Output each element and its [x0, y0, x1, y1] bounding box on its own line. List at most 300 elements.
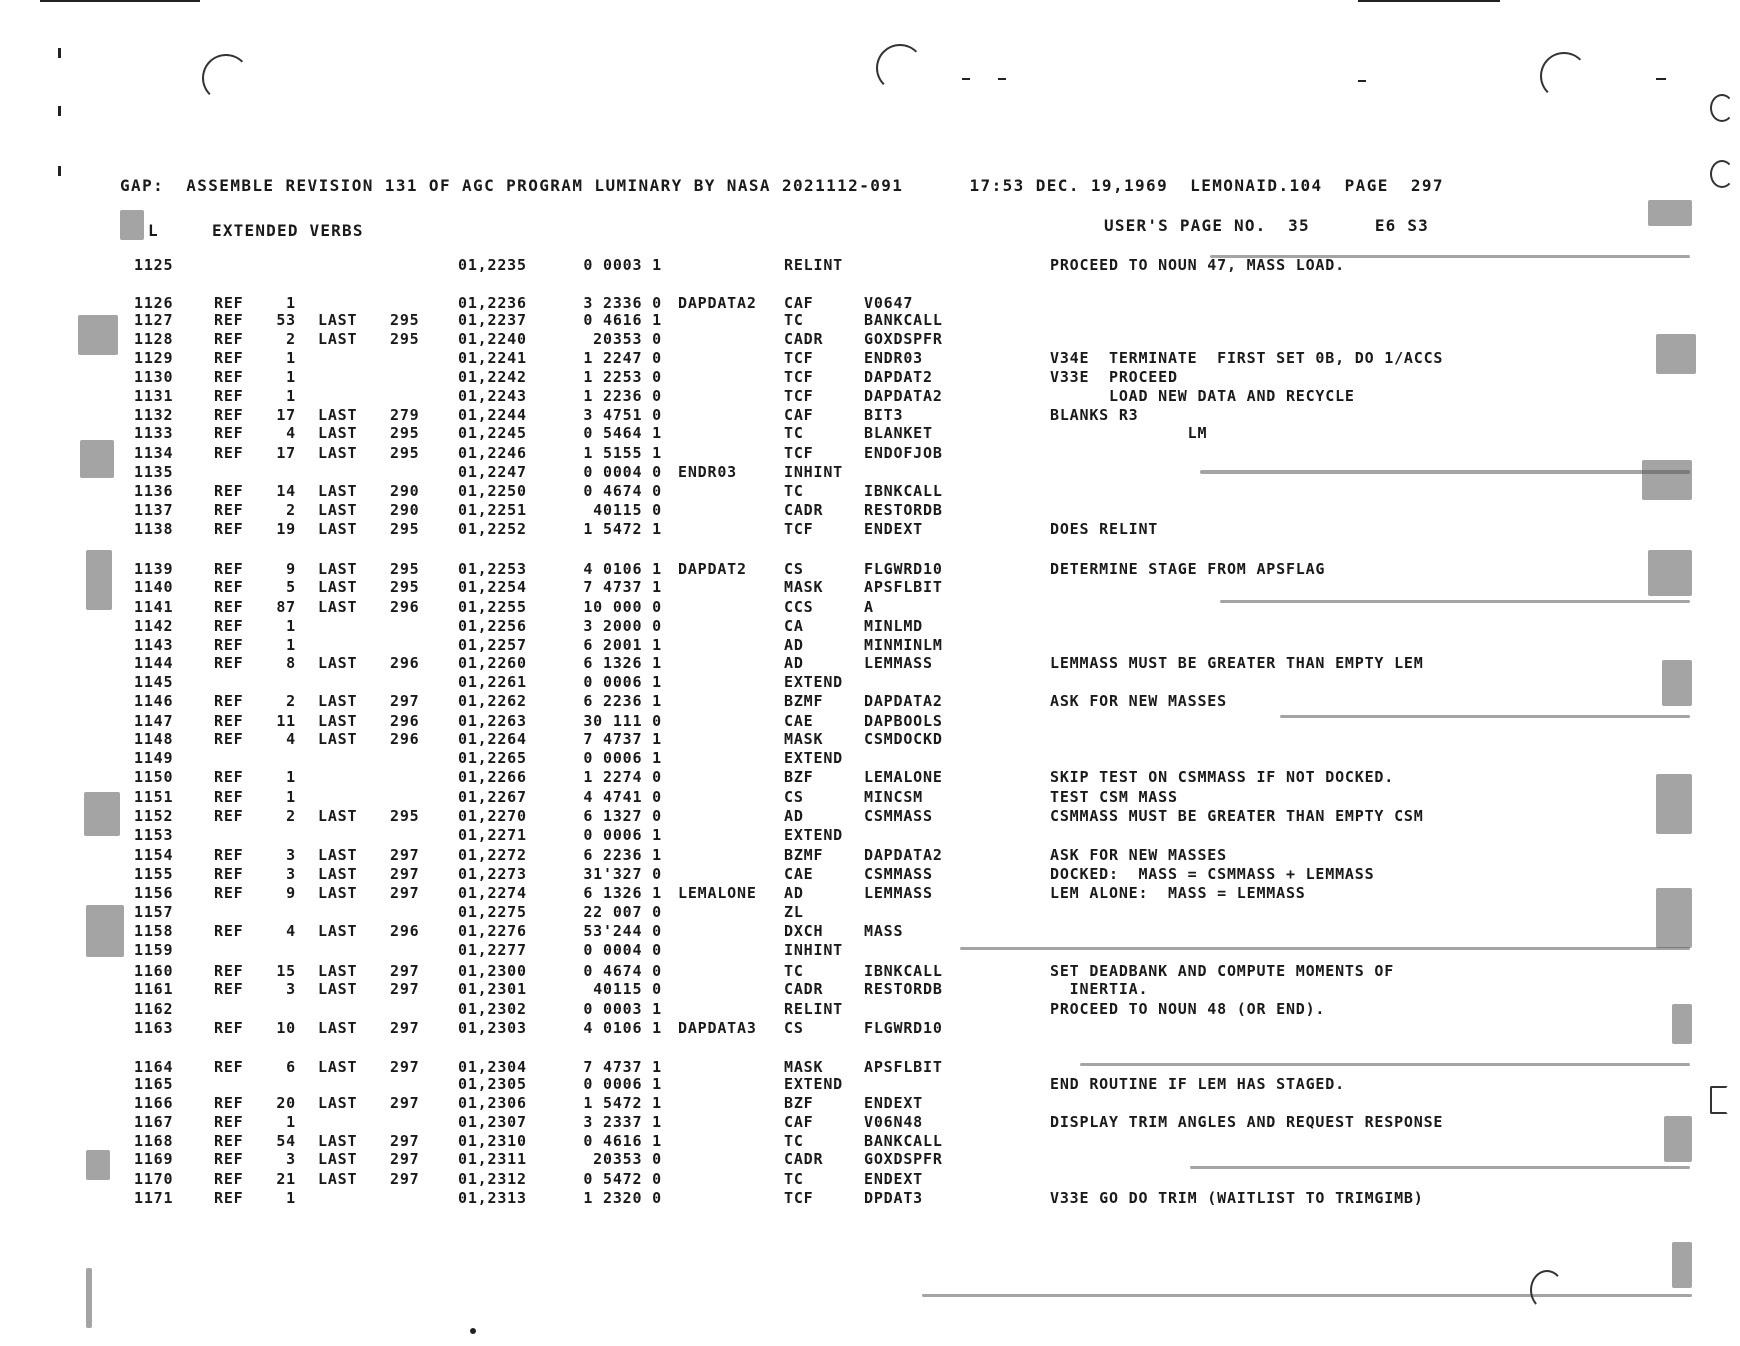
line-number: 1169 — [134, 1150, 174, 1168]
last-page: 297 — [390, 692, 420, 710]
listing-row — [0, 673, 1740, 692]
line-number: 1136 — [134, 482, 174, 500]
opcode: TC — [784, 1132, 804, 1150]
comment: V34E TERMINATE FIRST SET 0B, DO 1/ACCS — [1050, 349, 1444, 367]
last-flag: LAST — [318, 598, 358, 616]
listing-row — [0, 865, 1740, 884]
listing-row — [0, 311, 1740, 330]
opcode: EXTEND — [784, 673, 843, 691]
ref-flag: REF — [214, 294, 244, 312]
address: 01,2272 — [458, 846, 527, 864]
listing-row — [0, 1170, 1740, 1189]
listing-row — [0, 768, 1740, 787]
line-number: 1163 — [134, 1019, 174, 1037]
comment: ASK FOR NEW MASSES — [1050, 846, 1227, 864]
ref-count: 3 — [286, 865, 296, 883]
octal-word: 4 0106 1 — [583, 560, 662, 578]
comment: INERTIA. — [1050, 980, 1149, 998]
line-number: 1147 — [134, 712, 174, 730]
ref-flag: REF — [214, 846, 244, 864]
ref-count: 21 — [276, 1170, 296, 1188]
operand: APSFLBIT — [864, 578, 943, 596]
listing-row — [0, 482, 1740, 501]
ref-flag: REF — [214, 501, 244, 519]
comment: ASK FOR NEW MASSES — [1050, 692, 1227, 710]
comment: SET DEADBANK AND COMPUTE MOMENTS OF — [1050, 962, 1395, 980]
octal-word: 53'244 0 — [583, 922, 662, 940]
ref-count: 1 — [286, 636, 296, 654]
ref-count: 10 — [276, 1019, 296, 1037]
last-flag: LAST — [318, 311, 358, 329]
octal-word: 0 5464 1 — [583, 424, 662, 442]
ref-count: 9 — [286, 884, 296, 902]
ref-flag: REF — [214, 578, 244, 596]
opcode: CS — [784, 788, 804, 806]
operand: DAPDAT2 — [864, 368, 933, 386]
opcode: RELINT — [784, 1000, 843, 1018]
last-page: 295 — [390, 578, 420, 596]
ref-flag: REF — [214, 1132, 244, 1150]
operand: DAPDATA2 — [864, 387, 943, 405]
octal-word: 6 2001 1 — [583, 636, 662, 654]
last-page: 297 — [390, 884, 420, 902]
address: 01,2235 — [458, 256, 527, 274]
octal-word: 40115 0 — [593, 980, 662, 998]
address: 01,2253 — [458, 560, 527, 578]
opcode: CADR — [784, 501, 824, 519]
octal-word: 40115 0 — [593, 501, 662, 519]
last-page: 297 — [390, 1132, 420, 1150]
ref-flag: REF — [214, 1094, 244, 1112]
listing-row — [0, 330, 1740, 349]
last-page: 296 — [390, 712, 420, 730]
last-page: 297 — [390, 865, 420, 883]
last-page: 297 — [390, 1058, 420, 1076]
opcode: TCF — [784, 368, 814, 386]
ref-count: 14 — [276, 482, 296, 500]
line-number: 1165 — [134, 1075, 174, 1093]
listing-row — [0, 463, 1740, 482]
comment: DISPLAY TRIM ANGLES AND REQUEST RESPONSE — [1050, 1113, 1444, 1131]
opcode: CADR — [784, 980, 824, 998]
opcode: CAE — [784, 712, 814, 730]
address: 01,2310 — [458, 1132, 527, 1150]
last-page: 290 — [390, 501, 420, 519]
last-page: 297 — [390, 846, 420, 864]
line-number: 1129 — [134, 349, 174, 367]
comment: DETERMINE STAGE FROM APSFLAG — [1050, 560, 1326, 578]
operand: APSFLBIT — [864, 1058, 943, 1076]
octal-word: 0 0006 1 — [583, 1075, 662, 1093]
operand: IBNKCALL — [864, 482, 943, 500]
line-number: 1159 — [134, 941, 174, 959]
octal-word: 6 2236 1 — [583, 692, 662, 710]
last-page: 295 — [390, 311, 420, 329]
symbol-label: LEMALONE — [678, 884, 757, 902]
ref-count: 1 — [286, 387, 296, 405]
opcode: MASK — [784, 730, 824, 748]
operand: FLGWRD10 — [864, 1019, 943, 1037]
listing-row — [0, 922, 1740, 941]
octal-word: 0 0003 1 — [583, 1000, 662, 1018]
ref-flag: REF — [214, 807, 244, 825]
comment: BLANKS R3 — [1050, 406, 1139, 424]
address: 01,2270 — [458, 807, 527, 825]
ref-count: 1 — [286, 294, 296, 312]
opcode: CAF — [784, 1113, 814, 1131]
last-flag: LAST — [318, 1019, 358, 1037]
ref-count: 1 — [286, 1189, 296, 1207]
ref-count: 1 — [286, 617, 296, 635]
octal-word: 1 2274 0 — [583, 768, 662, 786]
opcode: CAF — [784, 406, 814, 424]
octal-word: 0 4616 1 — [583, 1132, 662, 1150]
address: 01,2273 — [458, 865, 527, 883]
last-flag: LAST — [318, 1132, 358, 1150]
opcode: TCF — [784, 349, 814, 367]
last-page: 295 — [390, 807, 420, 825]
octal-word: 0 5472 0 — [583, 1170, 662, 1188]
ref-flag: REF — [214, 692, 244, 710]
address: 01,2263 — [458, 712, 527, 730]
address: 01,2244 — [458, 406, 527, 424]
opcode: CS — [784, 1019, 804, 1037]
ref-count: 1 — [286, 768, 296, 786]
ref-flag: REF — [214, 387, 244, 405]
ref-flag: REF — [214, 1113, 244, 1131]
last-flag: LAST — [318, 330, 358, 348]
last-flag: LAST — [318, 807, 358, 825]
last-page: 297 — [390, 1170, 420, 1188]
ref-flag: REF — [214, 520, 244, 538]
octal-word: 22 007 0 — [583, 903, 662, 921]
section-title: EXTENDED VERBS — [212, 221, 364, 240]
last-flag: LAST — [318, 482, 358, 500]
operand: ENDEXT — [864, 1170, 923, 1188]
ref-flag: REF — [214, 884, 244, 902]
address: 01,2303 — [458, 1019, 527, 1037]
opcode: EXTEND — [784, 826, 843, 844]
line-number: 1144 — [134, 654, 174, 672]
last-page: 296 — [390, 598, 420, 616]
address: 01,2255 — [458, 598, 527, 616]
line-number: 1154 — [134, 846, 174, 864]
address: 01,2236 — [458, 294, 527, 312]
octal-word: 6 1326 1 — [583, 884, 662, 902]
address: 01,2241 — [458, 349, 527, 367]
line-number: 1166 — [134, 1094, 174, 1112]
last-page: 295 — [390, 330, 420, 348]
octal-word: 1 5155 1 — [583, 444, 662, 462]
octal-word: 31'327 0 — [583, 865, 662, 883]
listing-row — [0, 349, 1740, 368]
ref-count: 4 — [286, 730, 296, 748]
listing-row — [0, 730, 1740, 749]
line-number: 1156 — [134, 884, 174, 902]
comment: SKIP TEST ON CSMMASS IF NOT DOCKED. — [1050, 768, 1395, 786]
opcode: TC — [784, 311, 804, 329]
opcode: CADR — [784, 1150, 824, 1168]
opcode: CCS — [784, 598, 814, 616]
opcode: MASK — [784, 578, 824, 596]
octal-word: 0 0004 0 — [583, 463, 662, 481]
operand: LEMALONE — [864, 768, 943, 786]
ref-count: 3 — [286, 1150, 296, 1168]
line-number: 1145 — [134, 673, 174, 691]
octal-word: 0 4674 0 — [583, 482, 662, 500]
operand: IBNKCALL — [864, 962, 943, 980]
line-number: 1155 — [134, 865, 174, 883]
comment: TEST CSM MASS — [1050, 788, 1178, 806]
address: 01,2247 — [458, 463, 527, 481]
ref-flag: REF — [214, 311, 244, 329]
line-number: 1153 — [134, 826, 174, 844]
last-page: 295 — [390, 424, 420, 442]
last-flag: LAST — [318, 578, 358, 596]
symbol-label: DAPDAT2 — [678, 560, 747, 578]
opcode: TC — [784, 962, 804, 980]
comment: DOCKED: MASS = CSMMASS + LEMMASS — [1050, 865, 1375, 883]
comment: PROCEED TO NOUN 47, MASS LOAD. — [1050, 256, 1345, 274]
line-number: 1164 — [134, 1058, 174, 1076]
line-number: 1133 — [134, 424, 174, 442]
opcode: MASK — [784, 1058, 824, 1076]
octal-word: 7 4737 1 — [583, 578, 662, 596]
listing-row — [0, 980, 1740, 999]
operand: BANKCALL — [864, 311, 943, 329]
address: 01,2304 — [458, 1058, 527, 1076]
line-number: 1131 — [134, 387, 174, 405]
opcode: AD — [784, 884, 804, 902]
opcode: TC — [784, 1170, 804, 1188]
ref-flag: REF — [214, 1150, 244, 1168]
ref-count: 2 — [286, 501, 296, 519]
line-number: 1149 — [134, 749, 174, 767]
operand: ENDEXT — [864, 1094, 923, 1112]
octal-word: 20353 0 — [593, 1150, 662, 1168]
opcode: AD — [784, 654, 804, 672]
ref-count: 2 — [286, 330, 296, 348]
listing-row — [0, 884, 1740, 903]
line-number: 1135 — [134, 463, 174, 481]
ref-flag: REF — [214, 1170, 244, 1188]
opcode: EXTEND — [784, 749, 843, 767]
ref-count: 1 — [286, 788, 296, 806]
octal-word: 6 1326 1 — [583, 654, 662, 672]
comment: LEMMASS MUST BE GREATER THAN EMPTY LEM — [1050, 654, 1424, 672]
listing-row — [0, 1132, 1740, 1151]
opcode: CADR — [784, 330, 824, 348]
last-page: 296 — [390, 654, 420, 672]
ref-flag: REF — [214, 424, 244, 442]
listing-row — [0, 712, 1740, 731]
address: 01,2250 — [458, 482, 527, 500]
operand: MINCSM — [864, 788, 923, 806]
line-number: 1146 — [134, 692, 174, 710]
operand: MINMINLM — [864, 636, 943, 654]
ref-flag: REF — [214, 730, 244, 748]
line-number: 1162 — [134, 1000, 174, 1018]
ref-count: 17 — [276, 444, 296, 462]
opcode: INHINT — [784, 463, 843, 481]
listing-row — [0, 1094, 1740, 1113]
last-flag: LAST — [318, 406, 358, 424]
ref-flag: REF — [214, 444, 244, 462]
address: 01,2245 — [458, 424, 527, 442]
operand: MINLMD — [864, 617, 923, 635]
listing-row — [0, 598, 1740, 617]
listing-row — [0, 692, 1740, 711]
operand: BLANKET — [864, 424, 933, 442]
line-number: 1139 — [134, 560, 174, 578]
line-number: 1143 — [134, 636, 174, 654]
ref-flag: REF — [214, 482, 244, 500]
operand: DAPBOOLS — [864, 712, 943, 730]
ref-count: 1 — [286, 1113, 296, 1131]
opcode: TCF — [784, 387, 814, 405]
symbol-label: ENDR03 — [678, 463, 737, 481]
listing-row — [0, 807, 1740, 826]
octal-word: 0 0004 0 — [583, 941, 662, 959]
operand: GOXDSPFR — [864, 330, 943, 348]
opcode: RELINT — [784, 256, 843, 274]
ref-count: 2 — [286, 807, 296, 825]
operand: MASS — [864, 922, 904, 940]
address: 01,2257 — [458, 636, 527, 654]
address: 01,2302 — [458, 1000, 527, 1018]
address: 01,2312 — [458, 1170, 527, 1188]
ref-flag: REF — [214, 406, 244, 424]
ref-flag: REF — [214, 368, 244, 386]
address: 01,2264 — [458, 730, 527, 748]
listing-row — [0, 846, 1740, 865]
last-flag: LAST — [318, 730, 358, 748]
listing-row — [0, 501, 1740, 520]
last-page: 295 — [390, 560, 420, 578]
address: 01,2306 — [458, 1094, 527, 1112]
last-page: 297 — [390, 980, 420, 998]
last-page: 279 — [390, 406, 420, 424]
line-number: 1140 — [134, 578, 174, 596]
ref-count: 1 — [286, 349, 296, 367]
line-number: 1126 — [134, 294, 174, 312]
listing-row — [0, 387, 1740, 406]
ref-flag: REF — [214, 617, 244, 635]
ref-count: 20 — [276, 1094, 296, 1112]
line-number: 1138 — [134, 520, 174, 538]
address: 01,2256 — [458, 617, 527, 635]
ref-flag: REF — [214, 598, 244, 616]
octal-word: 3 4751 0 — [583, 406, 662, 424]
listing-row — [0, 1189, 1740, 1208]
address: 01,2267 — [458, 788, 527, 806]
comment: LOAD NEW DATA AND RECYCLE — [1050, 387, 1355, 405]
octal-word: 3 2337 1 — [583, 1113, 662, 1131]
operand: CSMDOCKD — [864, 730, 943, 748]
octal-word: 7 4737 1 — [583, 730, 662, 748]
ref-flag: REF — [214, 330, 244, 348]
last-flag: LAST — [318, 1150, 358, 1168]
comment: LEM ALONE: MASS = LEMMASS — [1050, 884, 1306, 902]
last-flag: LAST — [318, 654, 358, 672]
listing-row — [0, 1000, 1740, 1019]
last-page: 295 — [390, 444, 420, 462]
listing-row — [0, 941, 1740, 960]
line-number: 1128 — [134, 330, 174, 348]
operand: ENDEXT — [864, 520, 923, 538]
octal-word: 1 5472 1 — [583, 520, 662, 538]
operand: CSMMASS — [864, 807, 933, 825]
opcode: BZF — [784, 768, 814, 786]
listing-row — [0, 1113, 1740, 1132]
last-flag: LAST — [318, 444, 358, 462]
line-number: 1134 — [134, 444, 174, 462]
operand: RESTORDB — [864, 501, 943, 519]
address: 01,2251 — [458, 501, 527, 519]
octal-word: 20353 0 — [593, 330, 662, 348]
operand: ENDR03 — [864, 349, 923, 367]
address: 01,2276 — [458, 922, 527, 940]
operand: BANKCALL — [864, 1132, 943, 1150]
ref-flag: REF — [214, 712, 244, 730]
operand: FLGWRD10 — [864, 560, 943, 578]
ref-count: 5 — [286, 578, 296, 596]
listing-row — [0, 1150, 1740, 1169]
octal-word: 0 0003 1 — [583, 256, 662, 274]
listing-row — [0, 962, 1740, 981]
listing-row — [0, 560, 1740, 579]
ref-count: 15 — [276, 962, 296, 980]
ref-flag: REF — [214, 560, 244, 578]
octal-word: 7 4737 1 — [583, 1058, 662, 1076]
last-page: 295 — [390, 520, 420, 538]
line-number: 1170 — [134, 1170, 174, 1188]
address: 01,2266 — [458, 768, 527, 786]
line-number: 1137 — [134, 501, 174, 519]
operand: DAPDATA2 — [864, 692, 943, 710]
octal-word: 3 2336 0 — [583, 294, 662, 312]
operand: BIT3 — [864, 406, 904, 424]
last-flag: LAST — [318, 884, 358, 902]
last-flag: LAST — [318, 1170, 358, 1188]
line-number: 1151 — [134, 788, 174, 806]
listing-row — [0, 1075, 1740, 1094]
ref-flag: REF — [214, 768, 244, 786]
user-page-number: USER'S PAGE NO. 35 E6 S3 — [1104, 216, 1429, 235]
line-number: 1141 — [134, 598, 174, 616]
ref-flag: REF — [214, 1058, 244, 1076]
operand: RESTORDB — [864, 980, 943, 998]
address: 01,2301 — [458, 980, 527, 998]
symbol-label: DAPDATA3 — [678, 1019, 757, 1037]
last-flag: LAST — [318, 712, 358, 730]
comment: DOES RELINT — [1050, 520, 1159, 538]
last-page: 296 — [390, 922, 420, 940]
section-marker: L — [148, 221, 158, 240]
opcode: AD — [784, 807, 804, 825]
address: 01,2261 — [458, 673, 527, 691]
last-flag: LAST — [318, 692, 358, 710]
line-number: 1127 — [134, 311, 174, 329]
ref-count: 2 — [286, 692, 296, 710]
ref-count: 1 — [286, 368, 296, 386]
opcode: TCF — [784, 1189, 814, 1207]
ref-count: 11 — [276, 712, 296, 730]
ref-flag: REF — [214, 349, 244, 367]
last-flag: LAST — [318, 424, 358, 442]
listing-row — [0, 406, 1740, 425]
listing-row — [0, 444, 1740, 463]
